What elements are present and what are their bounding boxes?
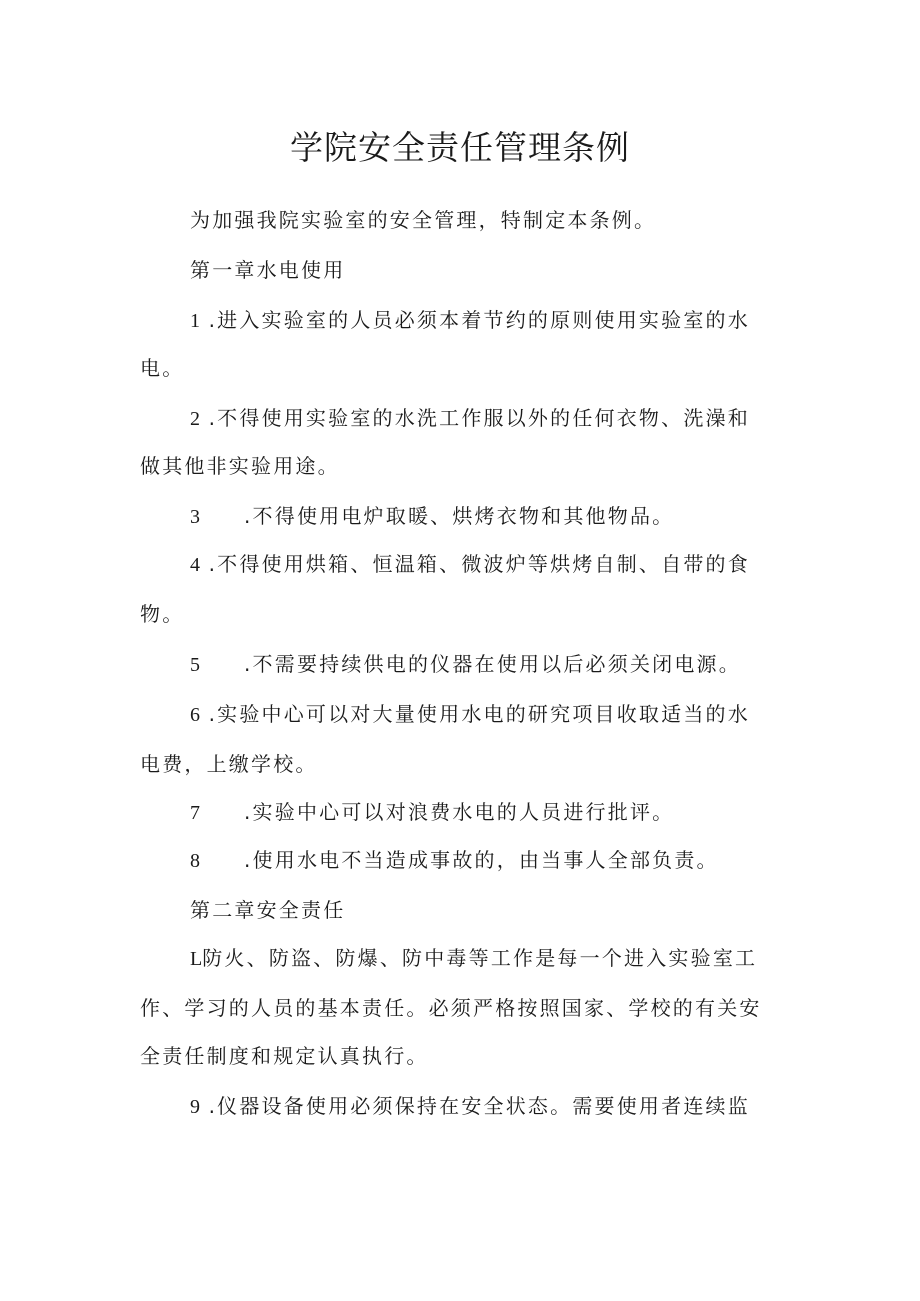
- item-4-number: 4: [190, 554, 200, 576]
- item-7-line-1: [190, 800, 835, 825]
- item-6-line-2: 电费，上缴学校。: [140, 752, 318, 776]
- item-7-text: .实验中心可以对浪费水电的人员进行批评。: [244, 800, 675, 824]
- item-9-line-1: [190, 1094, 785, 1119]
- item-2-line-1: [190, 406, 785, 431]
- item-l-line-2: 作、学习的人员的基本责任。必须严格按照国家、学校的有关安: [140, 996, 762, 1020]
- chapter-2-heading: 第二章安全责任: [190, 898, 346, 922]
- item-5-number: 5: [190, 654, 200, 676]
- item-l-line-3: 全责任制度和规定认真执行。: [140, 1044, 429, 1068]
- item-6-number: 6: [190, 704, 200, 726]
- item-l-number: L: [190, 948, 203, 970]
- item-2-text: .不得使用实验室的水洗工作服以外的任何衣物、洗澡和: [208, 406, 750, 430]
- item-1-number: 1: [190, 310, 200, 332]
- item-4-line-1: [190, 552, 785, 577]
- item-3-number: 3: [190, 506, 200, 528]
- document-title: 学院安全责任管理条例: [290, 128, 630, 167]
- item-l-line-1: [190, 946, 785, 971]
- item-9-text: .仪器设备使用必须保持在安全状态。需要使用者连续监: [208, 1094, 750, 1118]
- item-2-number: 2: [190, 408, 200, 430]
- item-6-line-1: [190, 702, 785, 727]
- chapter-1-heading: 第一章水电使用: [190, 258, 346, 282]
- item-1-text: .进入实验室的人员必须本着节约的原则使用实验室的水: [208, 308, 750, 332]
- item-3-text: .不得使用电炉取暖、烘烤衣物和其他物品。: [244, 504, 675, 528]
- item-8-line-1: [190, 848, 835, 873]
- item-7-number: 7: [190, 802, 200, 824]
- item-5-line-1: [190, 652, 835, 677]
- item-4-line-2: 物。: [140, 602, 185, 626]
- item-8-text: .使用水电不当造成事故的，由当事人全部负责。: [244, 848, 719, 872]
- item-9-number: 9: [190, 1096, 200, 1118]
- item-3-line-1: [190, 504, 835, 529]
- item-1-line-2: 电。: [140, 356, 185, 380]
- item-l-text: 防火、防盗、防爆、防中毒等工作是每一个进入实验室工: [202, 946, 758, 970]
- item-2-line-2: 做其他非实验用途。: [140, 454, 340, 478]
- item-8-number: 8: [190, 850, 200, 872]
- item-6-text: .实验中心可以对大量使用水电的研究项目收取适当的水: [208, 702, 750, 726]
- intro-paragraph: 为加强我院实验室的安全管理，特制定本条例。: [190, 208, 657, 232]
- item-1-line-1: [190, 308, 785, 333]
- item-5-text: .不需要持续供电的仪器在使用以后必须关闭电源。: [244, 652, 741, 676]
- item-4-text: .不得使用烘箱、恒温箱、微波炉等烘烤自制、自带的食: [208, 552, 750, 576]
